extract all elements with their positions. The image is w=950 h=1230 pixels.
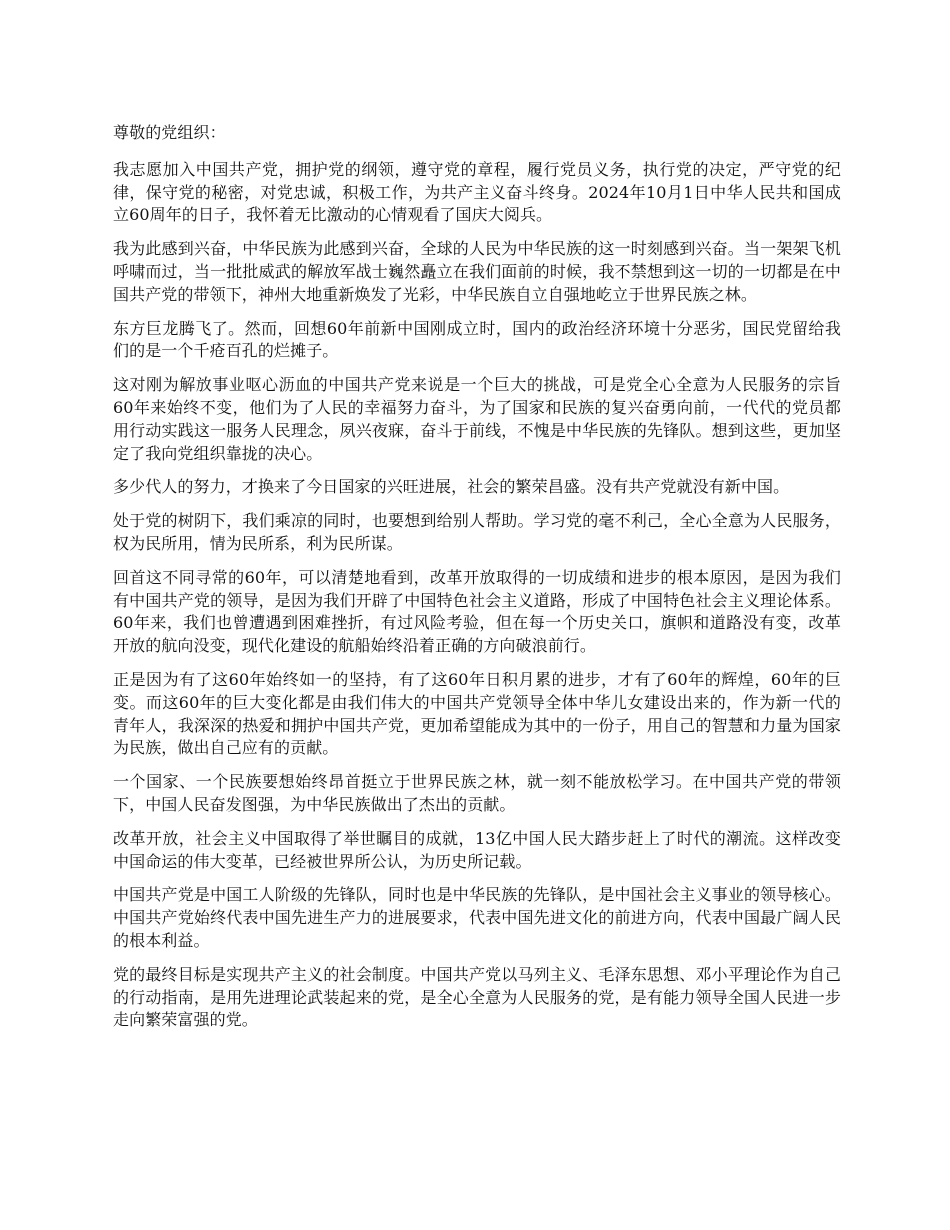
paragraph-1: 我志愿加入中国共产党，拥护党的纲领，遵守党的章程，履行党员义务，执行党的决定，严守党的纪律，保守党的秘密，对党忠诚，积极工作，为共产主义奋斗终身。2024年10月1日中华人民共和国成立60周年的日子，我怀着无比激动的心情观看了国庆大阅兵。 xyxy=(113,159,841,225)
paragraph-12: 党的最终目标是实现共产主义的社会制度。中国共产党以马列主义、毛泽东思想、邓小平理论作为自己的行动指南，是用先进理论武装起来的党，是全心全意为人民服务的党，是有能力领导全国人民进一步走向繁荣富强的党。 xyxy=(113,964,841,1030)
document-page xyxy=(113,122,841,1043)
paragraph-2: 我为此感到兴奋，中华民族为此感到兴奋，全球的人民为中华民族的这一时刻感到兴奋。当一架架飞机呼啸而过，当一批批威武的解放军战士巍然矗立在我们面前的时候，我不禁想到这一切的一切都是在中国共产党的带领下，神州大地重新焕发了光彩，中华民族自立自强地屹立于世界民族之林。 xyxy=(113,239,841,304)
paragraph-4: 这对刚为解放事业呕心沥血的中国共产党来说是一个巨大的挑战，可是党全心全意为人民服务的宗旨60年来始终不变，他们为了人民的幸福努力奋斗，为了国家和民族的复兴奋勇向前，一代代的党员都用行动实践这一服务人民理念，夙兴夜寐，奋斗于前线，不愧是中华民族的先锋队。想到这些，更加坚定了我向党组织靠拢的决心。 xyxy=(113,375,841,463)
paragraph-7: 回首这不同寻常的60年，可以清楚地看到，改革开放取得的一切成绩和进步的根本原因，是因为我们有中国共产党的领导，是因为我们开辟了中国特色社会主义道路，形成了中国特色社会主义理论体系。60年来，我们也曾遭遇到困难挫折，有过风险考验，但在每一个历史关口，旗帜和道路没有变，改革开放的航向没变，现代化建设的航船始终沿着正确的方向破浪前行。 xyxy=(113,567,841,656)
paragraph-5: 多少代人的努力，才换来了今日国家的兴旺进展，社会的繁荣昌盛。没有共产党就没有新中国。 xyxy=(113,477,790,497)
paragraph-11: 中国共产党是中国工人阶级的先锋队，同时也是中华民族的先锋队，是中国社会主义事业的领导核心。中国共产党始终代表中国先进生产力的进展要求，代表中国先进文化的前进方向，代表中国最广阔人民的根本利益。 xyxy=(113,885,841,950)
paragraph-8: 正是因为有了这60年始终如一的坚持，有了这60年日积月累的进步，才有了60年的辉煌，60年的巨变。而这60年的巨大变化都是由我们伟大的中国共产党领导全体中华儿女建设出来的，作为新一代的青年人，我深深的热爱和拥护中国共产党，更加希望能成为其中的一份子，用自己的智慧和力量为国家为民族，做出自己应有的贡献。 xyxy=(113,669,841,758)
paragraph-6: 处于党的树阴下，我们乘凉的同时，也要想到给别人帮助。学习党的毫不利己，全心全意为人民服务，权为民所用，情为民所系，利为民所谋。 xyxy=(113,511,841,553)
paragraph-10: 改革开放，社会主义中国取得了举世瞩目的成就，13亿中国人民大踏步赶上了时代的潮流。这样改变中国命运的伟大变革，已经被世界所公认，为历史所记载。 xyxy=(113,828,841,871)
greeting: 尊敬的党组织： xyxy=(113,123,226,142)
paragraph-9: 一个国家、一个民族要想始终昂首挺立于世界民族之林，就一刻不能放松学习。在中国共产党的带领下，中国人民奋发图强，为中华民族做出了杰出的贡献。 xyxy=(113,772,841,814)
paragraph-3: 东方巨龙腾飞了。然而，回想60年前新中国刚成立时，国内的政治经济环境十分恶劣，国民党留给我们的是一个千疮百孔的烂摊子。 xyxy=(113,318,841,361)
